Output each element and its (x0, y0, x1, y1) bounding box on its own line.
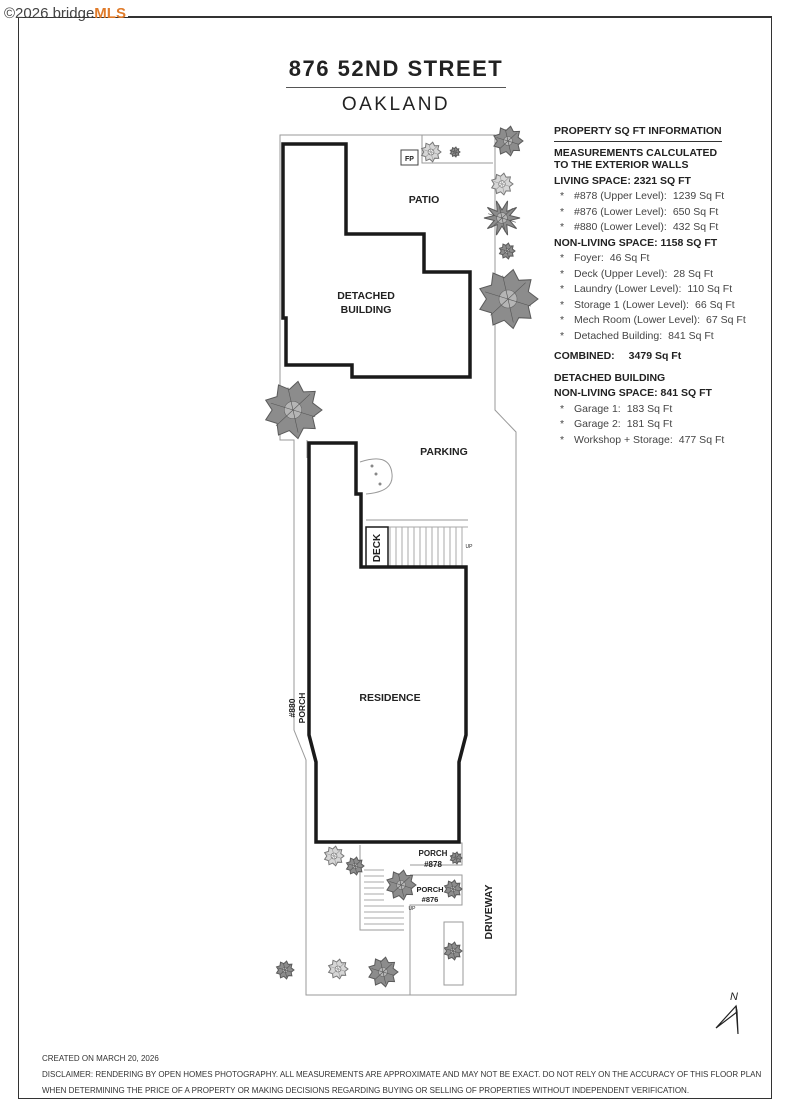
tree-icon (445, 880, 463, 898)
tree-icon (500, 243, 516, 259)
item-label: Mech Room (Lower Level): (574, 314, 701, 326)
bullet: * (560, 314, 565, 326)
info-header: PROPERTY SQ FT INFORMATION (554, 124, 722, 142)
bullet: * (560, 205, 565, 218)
item-value: 477 Sq Ft (678, 433, 725, 446)
tree-icon (422, 142, 441, 162)
item-label: #878 (Upper Level): (574, 190, 667, 202)
item-value: 110 Sq Ft (687, 283, 733, 295)
tree-icon (266, 381, 322, 438)
label-driveway: DRIVEWAY (483, 884, 495, 940)
bullet: * (560, 402, 565, 415)
detached-header-1: DETACHED BUILDING (554, 371, 666, 384)
combined-label: COMBINED: (554, 350, 615, 362)
page-title: 876 52ND STREET (288, 56, 504, 81)
tree-icon (484, 201, 520, 235)
measure-note-2: TO THE EXTERIOR WALLS (554, 158, 689, 171)
nonliving-space-header: NON-LIVING SPACE: 1158 SQ FT (554, 236, 718, 249)
item-label: Laundry (Lower Level): (574, 283, 682, 295)
bullet: * (560, 298, 565, 311)
item-label: Garage 1: (574, 402, 621, 415)
label-porch-878-a: PORCH (418, 849, 448, 858)
item-label: Foyer: (574, 252, 604, 264)
bullet: * (560, 433, 565, 446)
item-label: Detached Building: (574, 329, 663, 342)
item-value: 67 Sq Ft (706, 314, 746, 326)
label-fp: FP (405, 156, 414, 163)
created-date: CREATED ON MARCH 20, 2026 (42, 1054, 159, 1063)
tree-icon (369, 957, 398, 987)
label-porch-up: UP (408, 906, 416, 912)
item-label: Workshop + Storage: (574, 433, 673, 446)
tree-icon (450, 147, 460, 157)
item-value: 183 Sq Ft (626, 402, 673, 415)
page-subtitle: OAKLAND (341, 94, 451, 115)
item-label: Storage 1 (Lower Level): (574, 298, 689, 311)
label-detached-1: DETACHED (337, 290, 395, 302)
bullet: * (560, 221, 565, 233)
item-value: 432 Sq Ft (672, 221, 719, 233)
detached-building-walls (283, 144, 470, 377)
combined-value: 3479 Sq Ft (628, 350, 682, 362)
item-value: 650 Sq Ft (672, 205, 719, 218)
label-porch-880-a: #880 (287, 698, 297, 718)
item-value: 66 Sq Ft (694, 298, 735, 311)
detached-header-2: NON-LIVING SPACE: 841 SQ FT (554, 387, 712, 399)
footer (42, 1051, 761, 1099)
label-porch-876-a: PORCH (416, 885, 444, 894)
tree-icon (329, 959, 348, 979)
bullet: * (560, 418, 565, 430)
label-parking: PARKING (420, 446, 468, 458)
item-label: Garage 2: (574, 418, 621, 430)
tree-icon (450, 852, 462, 864)
label-detached-2: BUILDING (340, 304, 392, 316)
north-arrow-icon (716, 991, 738, 1034)
lot-outline (280, 135, 516, 995)
item-label: #876 (Lower Level): (574, 205, 667, 218)
item-value: 181 Sq Ft (626, 418, 673, 430)
tree-icon (347, 857, 365, 875)
tree-icon (325, 846, 344, 866)
living-space-header: LIVING SPACE: 2321 SQ FT (554, 174, 691, 187)
bullet: * (560, 329, 565, 342)
measure-note-1: MEASUREMENTS CALCULATED (554, 146, 718, 159)
disclaimer-line-1: DISCLAIMER: RENDERING BY OPEN HOMES PHOTOGRAPHY. ALL MEASUREMENTS ARE APPROXIMATE AND MAY NOT BE EXACT. DO NOT RELY ON THE ACCURACY OF THIS FLOOR PLAN (42, 1070, 762, 1079)
residence-walls (309, 443, 466, 842)
label-porch-878-b: #878 (424, 860, 442, 869)
bullet: * (560, 190, 565, 202)
tree-icon (494, 126, 523, 156)
bullet: * (560, 267, 565, 280)
label-porch-880-b: PORCH (297, 692, 307, 724)
label-residence: RESIDENCE (359, 692, 421, 704)
water-feature (360, 459, 392, 494)
item-value: 1239 Sq Ft (672, 190, 725, 202)
tree-icon (445, 942, 463, 960)
tree-icon (480, 270, 538, 329)
item-value: 28 Sq Ft (673, 267, 714, 280)
label-deck-up: UP (465, 544, 473, 550)
label-deck: DECK (372, 533, 383, 563)
label-porch-876-b: #876 (421, 895, 439, 904)
bullet: * (560, 283, 565, 295)
north-label: N (730, 991, 738, 1003)
item-label: Deck (Upper Level): (574, 267, 668, 280)
item-label: #880 (Lower Level): (574, 221, 667, 233)
watermark-brand: MLS (94, 5, 126, 22)
watermark-prefix: ©2026 bridge (4, 5, 95, 22)
disclaimer-line-2: WHEN DETERMINING THE PRICE OF A PROPERTY OR MAKING DECISIONS REGARDING BUYING OR SELLING OF PROPERTIES WITHOUT INDEPENDENT VERIFICATION. (42, 1086, 690, 1095)
bullet: * (560, 252, 565, 264)
label-patio: PATIO (408, 194, 440, 206)
item-value: 46 Sq Ft (609, 252, 650, 264)
tree-icon (277, 961, 295, 979)
item-value: 841 Sq Ft (668, 329, 714, 342)
